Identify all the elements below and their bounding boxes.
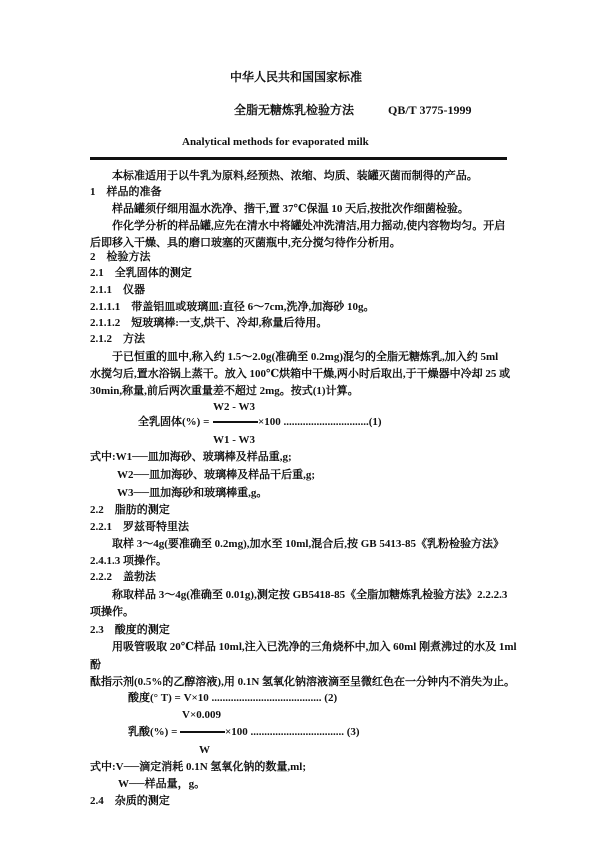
formula-1-numerator: W2 - W3: [213, 401, 255, 413]
paragraph: 2.1.1.1 带盖铝皿或玻璃皿:直径 6～7cm,洗净,加海砂 10g。: [90, 301, 375, 313]
scope-text: 本标准适用于以牛乳为原料,经预热、浓缩、均质、装罐灭菌而制得的产品。: [112, 170, 478, 182]
paragraph: 酚: [90, 659, 101, 671]
section-heading: 2.3 酸度的测定: [90, 624, 170, 636]
variable-definition: W──样品量，g。: [118, 778, 206, 790]
paragraph: 于已恒重的皿中,称入约 1.5～2.0g(准确至 0.2mg)混匀的全脂无糖炼乳,加入约 5ml: [112, 351, 499, 363]
paragraph: 称取样品 3～4g(准确至 0.01g),测定按 GB5418-85《全脂加糖炼乳检验方法》2.2.2.3: [112, 589, 508, 601]
variable-definition: 式中:V──滴定消耗 0.1N 氢氧化钠的数量,ml;: [90, 761, 307, 773]
formula-3-denominator: W: [199, 744, 210, 756]
paragraph: 酞指示剂(0.5%的乙醇溶液),用 0.1N 氢氧化钠溶液滴至呈微红色在一分钟内不消失为止。: [90, 676, 516, 688]
formula-1-rhs: ×100 ...............................(1): [258, 416, 382, 428]
section-heading: 2.1 全乳固体的测定: [90, 267, 192, 279]
variable-definition: W3──皿加海砂和玻璃棒重,g。: [117, 487, 268, 499]
formula-3-rhs: ×100 .................................. (3): [225, 726, 360, 738]
section-heading: 2.1.2 方法: [90, 333, 145, 345]
standard-code: QB/T 3775-1999: [388, 103, 472, 117]
paragraph: 取样 3～4g(要准确至 0.2mg),加水至 10ml,混合后,按 GB 5413-85《乳粉检验方法》: [112, 538, 505, 550]
formula-1-denominator: W1 - W3: [213, 434, 255, 446]
formula-1-lhs: 全乳固体(%) =: [138, 416, 210, 428]
section-heading: 2.1.1 仪器: [90, 284, 145, 296]
section-heading: 2.2.2 盖勃法: [90, 571, 156, 583]
formula-3-lhs: 乳酸(%) =: [128, 726, 178, 738]
paragraph: 项操作。: [90, 606, 134, 618]
formula-3-fraction-bar: [180, 731, 225, 733]
english-title: Analytical methods for evaporated milk: [182, 136, 369, 148]
paragraph: 水搅匀后,置水浴锅上蒸干。放入 100℃烘箱中干燥,两小时后取出,于干燥器中冷却 25 或: [90, 368, 511, 380]
paragraph: 2.1.1.2 短玻璃棒:一支,烘干、冷却,称量后待用。: [90, 317, 328, 329]
variable-definition: W2──皿加海砂、玻璃棒及样品干后重,g;: [117, 469, 315, 481]
paragraph: 样品罐须仔细用温水洗净、揩干,置 37℃保温 10 天后,按批次作细菌检验。: [112, 203, 469, 215]
section-heading: 2.4 杂质的测定: [90, 795, 170, 807]
section-2-heading: 2 检验方法: [90, 251, 151, 263]
paragraph: 用吸管吸取 20℃样品 10ml,注入已洗净的三角烧杯中,加入 60ml 刚煮沸过的水及 1ml: [112, 641, 517, 653]
section-heading: 2.2.1 罗兹哥特里法: [90, 521, 189, 533]
document-title: 全脂无糖炼乳检验方法: [234, 103, 355, 117]
formula-1-fraction-bar: [213, 421, 258, 423]
paragraph: 2.4.1.3 项操作。: [90, 555, 167, 567]
standard-org: 中华人民共和国国家标准: [230, 70, 363, 84]
paragraph: 后即移入干燥、具的磨口玻塞的灭菌瓶中,充分搅匀待作分析用。: [90, 237, 401, 249]
header-rule: [90, 157, 507, 160]
variable-definition: 式中:W1──皿加海砂、玻璃棒及样品重,g;: [90, 451, 292, 463]
formula-3-numerator: V×0.009: [182, 709, 221, 721]
formula-2: 酸度(° T) = V×10 ........................................ (2): [128, 692, 338, 704]
section-heading: 2.2 脂肪的测定: [90, 504, 170, 516]
paragraph: 30min,称量,前后两次重量差不超过 2mg。按式(1)计算。: [90, 385, 359, 397]
paragraph: 作化学分析的样品罐,应先在清水中将罐处冲洗清洁,用力摇动,使内容物均匀。开启: [112, 220, 506, 232]
section-1-heading: 1 样品的准备: [90, 186, 162, 198]
